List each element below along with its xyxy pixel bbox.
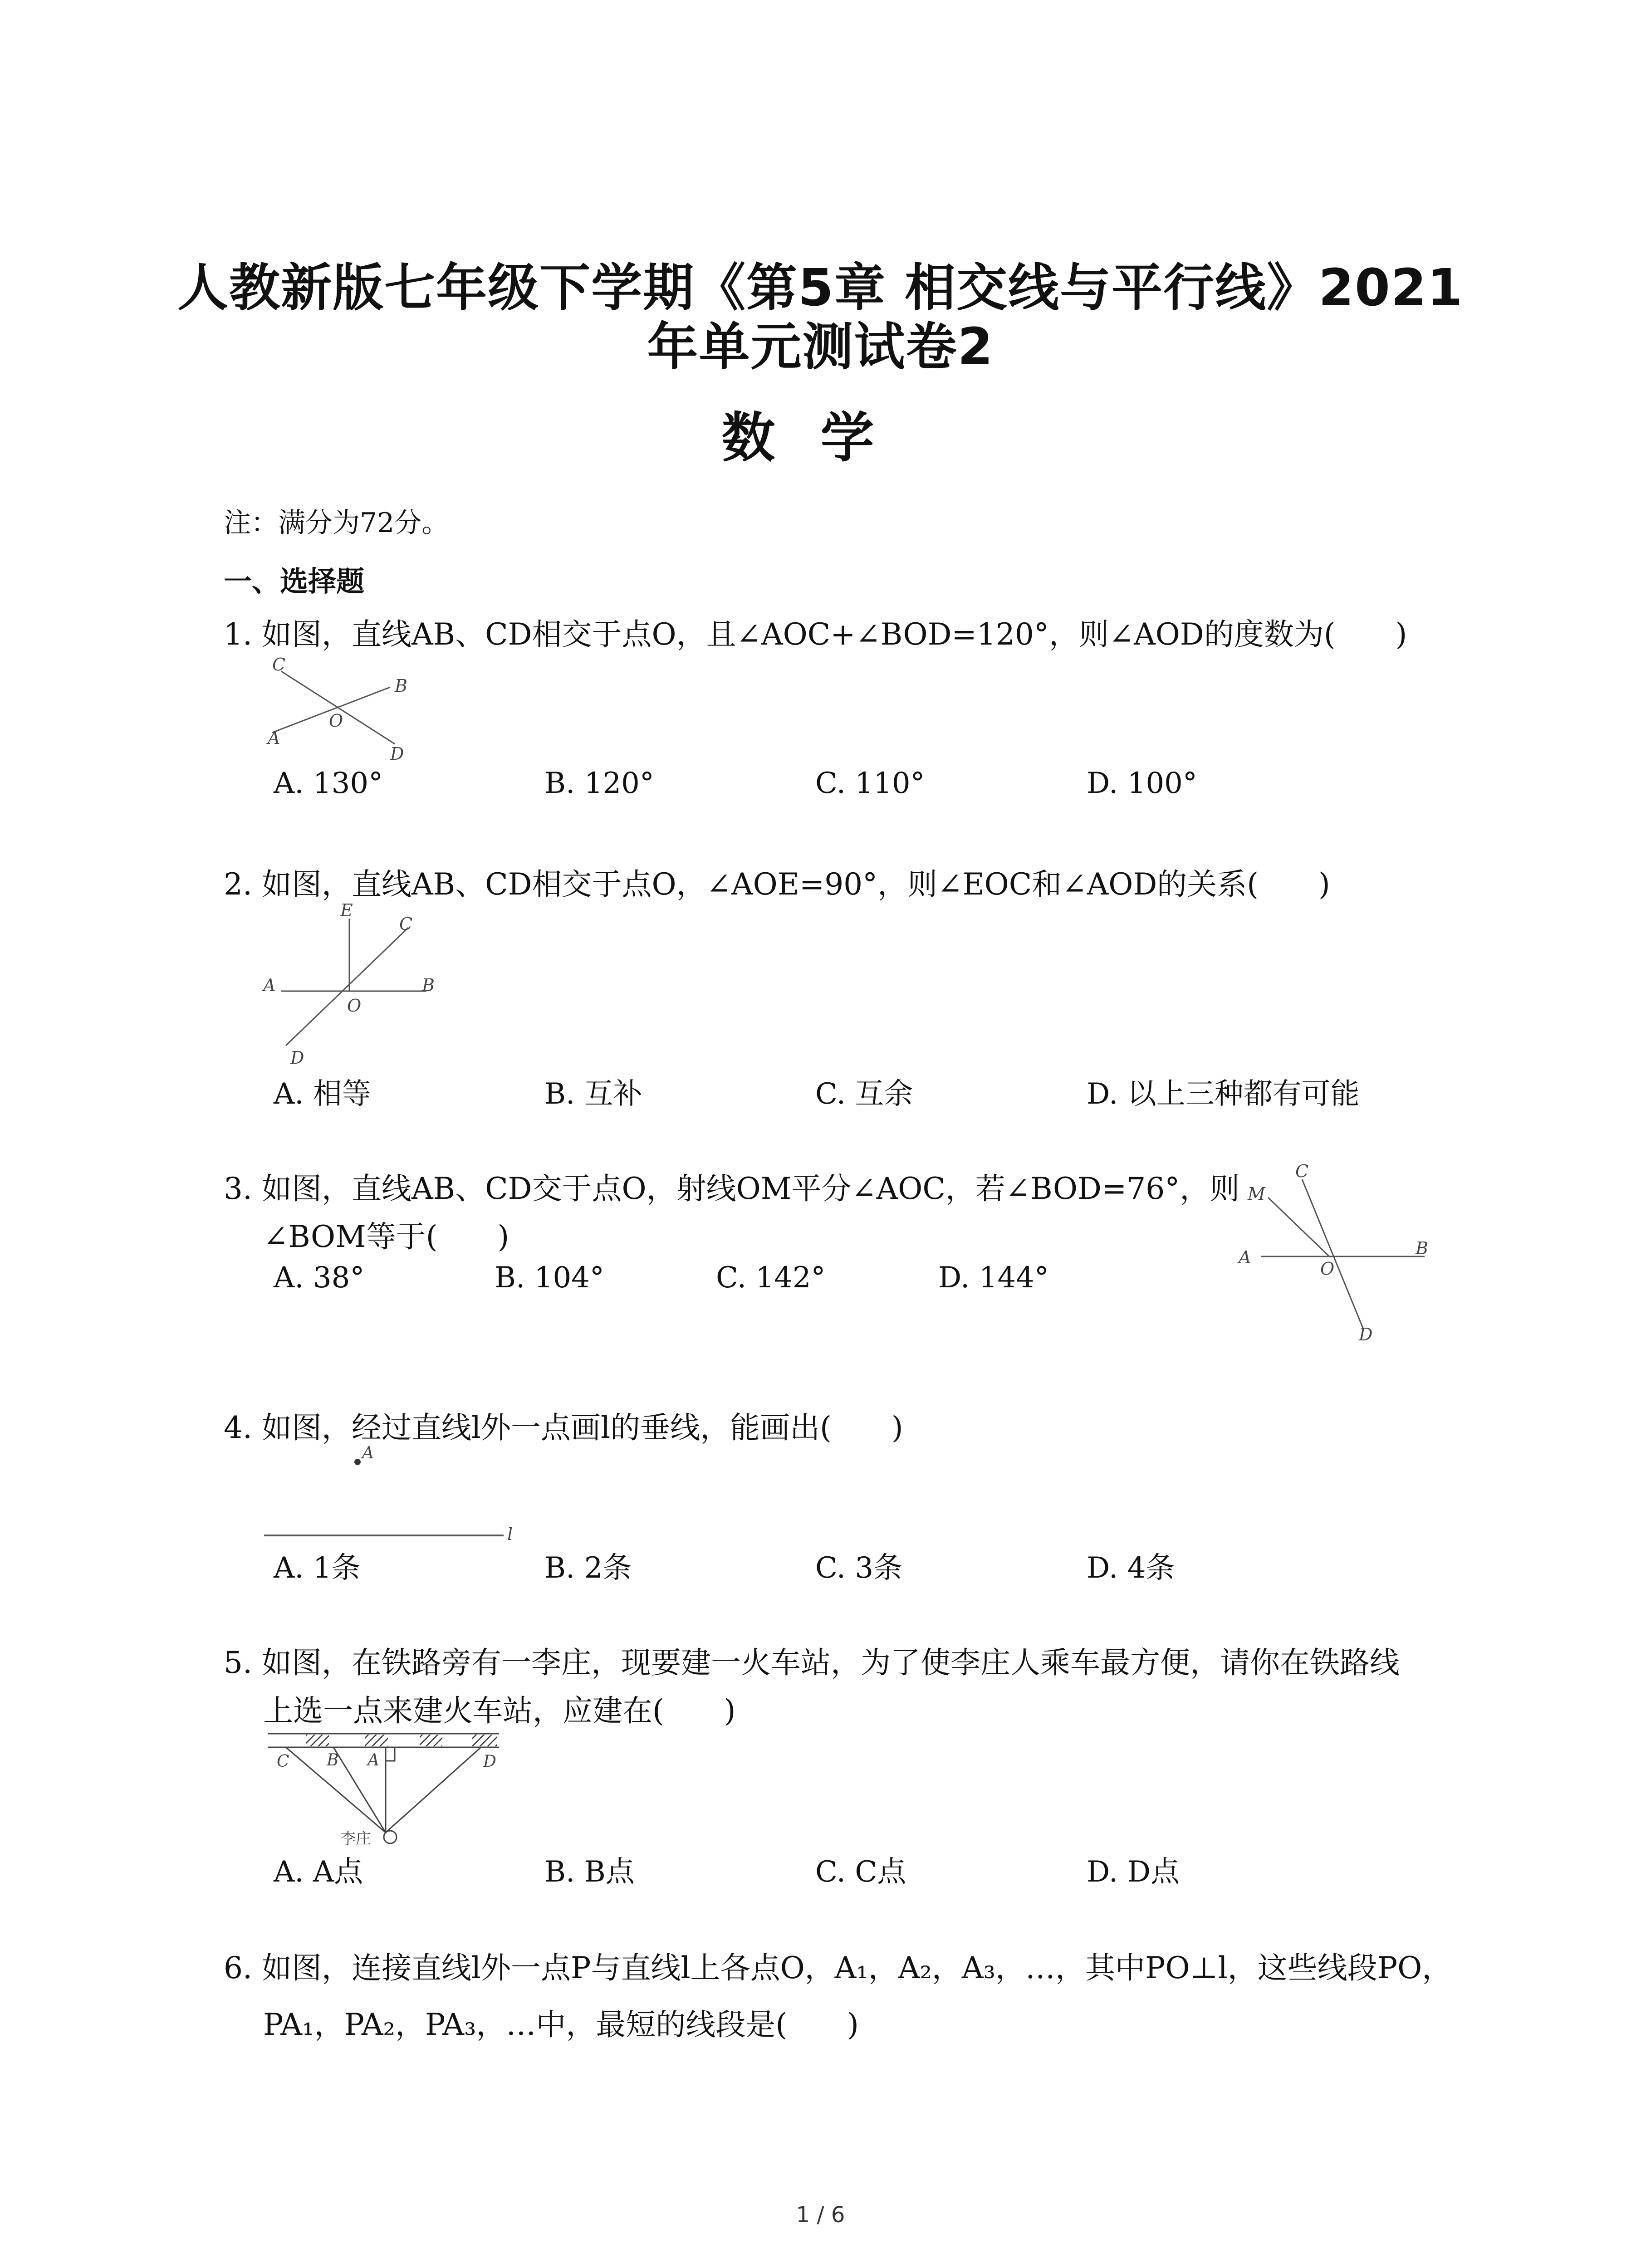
q1-label-d: D: [390, 744, 404, 762]
question-2-text: 2. 如图，直线AB、CD相交于点O，∠AOE=90°，则∠EOC和∠AOD的关系( ): [224, 867, 1330, 902]
question-3-figure: [1230, 1161, 1447, 1347]
question-5-text-line-2: 上选一点来建火车站，应建在( ): [263, 1693, 736, 1728]
q3-option-a[interactable]: A. 38°: [274, 1261, 365, 1295]
q4-option-d[interactable]: D. 4条: [1087, 1551, 1175, 1585]
q1-option-c[interactable]: C. 110°: [815, 767, 925, 800]
question-5-text-line-1: 5. 如图，在铁路旁有一李庄，现要建一火车站，为了使李庄人乘车最方便，请你在铁路线: [224, 1645, 1400, 1680]
page-number: 1 / 6: [796, 2202, 845, 2228]
question-4-figure: [259, 1442, 531, 1551]
q5-option-d[interactable]: D. D点: [1087, 1855, 1180, 1889]
question-4-text: 4. 如图，经过直线l外一点画l的垂线，能画出( ): [224, 1410, 903, 1445]
q2-option-a[interactable]: A. 相等: [274, 1077, 371, 1111]
q5-option-a[interactable]: A. A点: [274, 1855, 363, 1889]
question-1-figure: [254, 653, 426, 762]
q3-label-o: O: [1320, 1259, 1335, 1279]
question-3-text-line-1: 3. 如图，直线AB、CD交于点O，射线OM平分∠AOC，若∠BOD=76°，则: [224, 1171, 1240, 1206]
question-3-text-line-2: ∠BOM等于( ): [263, 1219, 509, 1254]
q1-option-d[interactable]: D. 100°: [1087, 767, 1197, 800]
q2-option-d[interactable]: D. 以上三种都有可能: [1087, 1077, 1360, 1111]
q4-label-l: l: [507, 1524, 513, 1544]
score-note: 注：满分为72分。: [224, 507, 449, 539]
q1-option-a[interactable]: A. 130°: [274, 767, 383, 800]
q2-label-d: D: [290, 1048, 304, 1068]
q1-label-a: A: [268, 728, 280, 748]
q1-label-o: O: [329, 711, 343, 731]
q1-option-b[interactable]: B. 120°: [544, 767, 654, 800]
q3-option-d[interactable]: D. 144°: [938, 1261, 1049, 1295]
q5-label-c: C: [277, 1752, 289, 1771]
question-6-text-line-2: PA₁，PA₂，PA₃，…中，最短的线段是( ): [263, 2007, 859, 2042]
q1-label-c: C: [272, 655, 286, 675]
q3-option-c[interactable]: C. 142°: [716, 1261, 826, 1295]
q3-label-d: D: [1359, 1325, 1373, 1344]
question-1-text: 1. 如图，直线AB、CD相交于点O，且∠AOC+∠BOD=120°，则∠AOD的度数为( ): [224, 617, 1407, 652]
q3-label-c: C: [1295, 1161, 1309, 1181]
q4-option-a[interactable]: A. 1条: [274, 1551, 361, 1585]
q2-label-c: C: [399, 914, 413, 934]
title-line-2: 年单元测试卷2: [647, 318, 994, 376]
q4-option-b[interactable]: B. 2条: [544, 1551, 632, 1585]
q2-option-c[interactable]: C. 互余: [815, 1077, 913, 1111]
question-6-text-line-1: 6. 如图，连接直线l外一点P与直线l上各点O，A₁，A₂，A₃，…，其中PO⊥l，这些线段PO，: [224, 1950, 1452, 1985]
q3-label-a: A: [1239, 1247, 1251, 1267]
q5-label-b: B: [327, 1751, 339, 1769]
q5-label-a: A: [367, 1751, 379, 1769]
q5-label-d: D: [483, 1752, 496, 1771]
q2-label-o: O: [347, 996, 362, 1016]
q2-label-a: A: [263, 975, 276, 995]
question-5-figure: [259, 1728, 513, 1851]
q2-label-b: B: [422, 975, 435, 995]
q5-label-village: 李庄: [340, 1830, 371, 1848]
q1-label-b: B: [395, 676, 407, 696]
q2-option-b[interactable]: B. 互补: [544, 1077, 642, 1111]
question-2-figure: [254, 900, 454, 1068]
q2-label-e: E: [340, 900, 353, 920]
q3-label-m: M: [1248, 1184, 1265, 1204]
q3-option-b[interactable]: B. 104°: [495, 1261, 604, 1295]
q4-label-a: A: [362, 1444, 374, 1462]
q5-option-c[interactable]: C. C点: [815, 1855, 906, 1889]
q5-option-b[interactable]: B. B点: [544, 1855, 635, 1889]
subject-heading: 数学: [721, 406, 920, 469]
q3-label-b: B: [1416, 1238, 1428, 1258]
title-line-1: 人教新版七年级下学期《第5章 相交线与平行线》2021: [177, 259, 1464, 318]
q4-option-c[interactable]: C. 3条: [815, 1551, 903, 1585]
section-heading: 一、选择题: [224, 565, 365, 598]
